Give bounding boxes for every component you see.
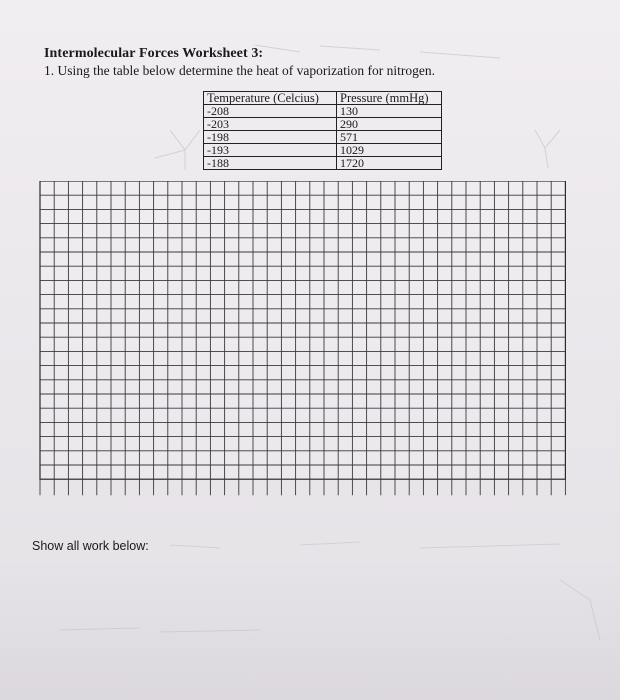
temperature-cell: -203	[204, 118, 337, 131]
table-row	[204, 144, 442, 157]
pressure-cell: 1720	[337, 157, 442, 170]
page-shadow	[0, 560, 620, 700]
graph-grid-svg	[30, 181, 590, 526]
pressure-cell: 571	[337, 131, 442, 144]
temperature-cell: -188	[204, 157, 337, 170]
table-row	[204, 157, 442, 170]
pressure-cell: 290	[337, 118, 442, 131]
pressure-cell: 130	[337, 105, 442, 118]
question-1: 1. Using the table below determine the heat of vaporization for nitrogen.	[44, 63, 435, 78]
table-row	[204, 118, 442, 131]
grid-border	[40, 181, 565, 479]
temperature-header: Temperature (Celcius)	[204, 92, 337, 105]
temperature-cell: -208	[204, 105, 337, 118]
vapor-pressure-table	[203, 91, 442, 170]
table-header-row	[204, 92, 442, 105]
pressure-cell: 1029	[337, 144, 442, 157]
temperature-cell: -198	[204, 131, 337, 144]
show-work-prompt: Show all work below:	[32, 539, 149, 553]
worksheet-title: Intermolecular Forces Worksheet 3:	[44, 46, 264, 61]
temperature-cell: -193	[204, 144, 337, 157]
graph-paper-grid	[30, 181, 590, 526]
table-row	[204, 131, 442, 144]
pressure-header: Pressure (mmHg)	[337, 92, 442, 105]
table-row	[204, 105, 442, 118]
